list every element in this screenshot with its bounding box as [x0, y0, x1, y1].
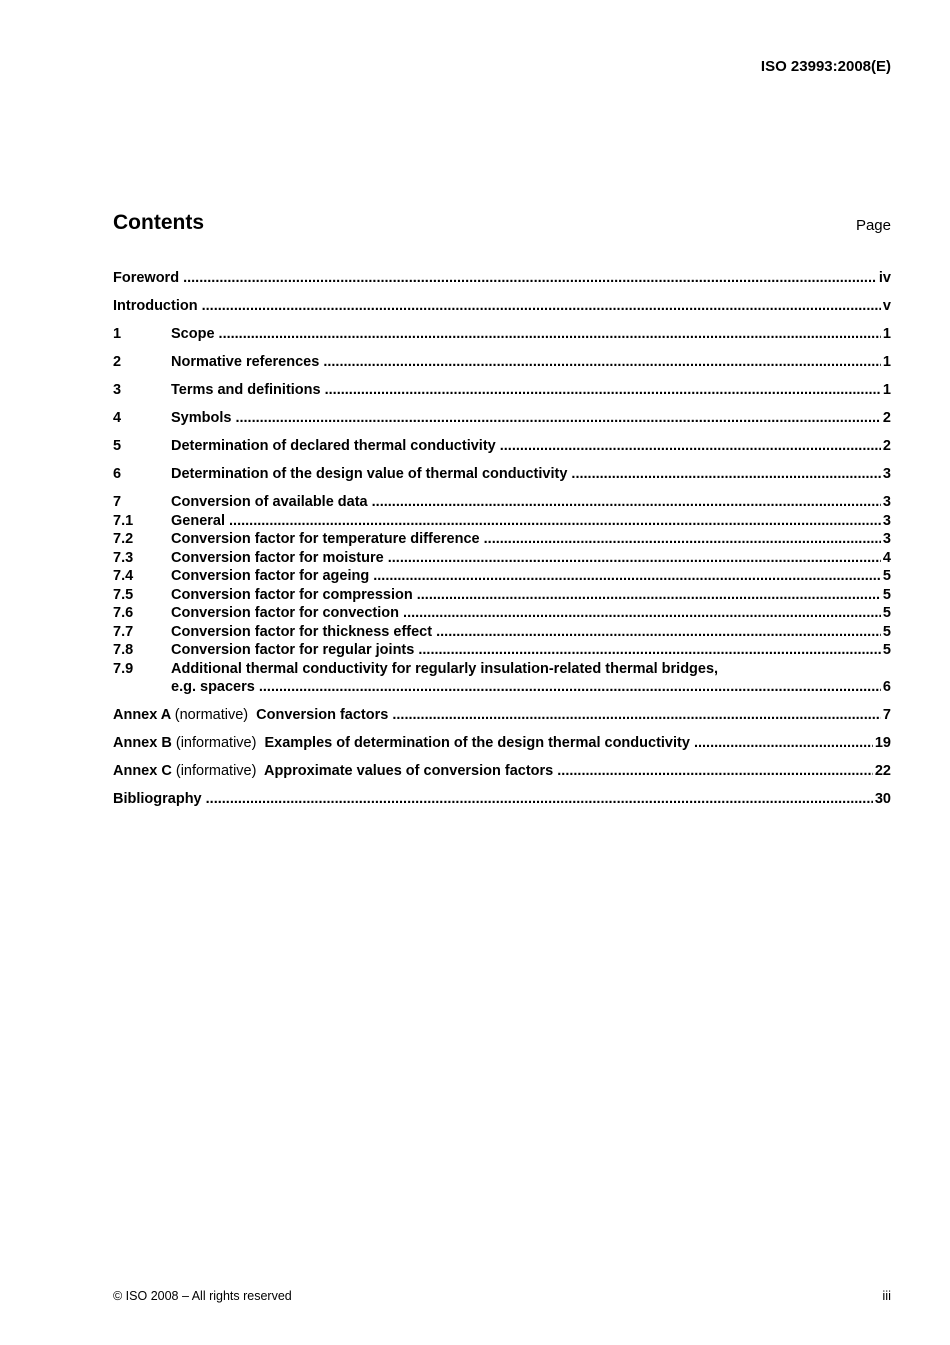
toc-entry-annex-b[interactable]	[113, 734, 891, 753]
toc-entry-page: 5	[882, 605, 891, 621]
toc-entry-page: 1	[882, 382, 891, 398]
toc-entry-annex-c[interactable]	[113, 762, 891, 781]
toc-entry-title	[113, 762, 873, 781]
toc-entry-page: 6	[882, 679, 891, 695]
toc-entry-number: 7.4	[113, 568, 134, 584]
annex-kind: (informative)	[175, 735, 257, 751]
toc-entry-title	[113, 734, 873, 753]
toc-entry-page: 7	[882, 707, 891, 723]
toc-entry-title: Terms and definitions .....	[171, 381, 881, 400]
toc-entry-number: 1	[113, 326, 122, 342]
toc-entry-title: Foreword .....	[113, 269, 877, 288]
toc-entry-title	[113, 706, 881, 725]
toc-entry-title: Scope .....	[171, 325, 881, 344]
toc-entry-page: 1	[882, 354, 891, 370]
document-id: ISO 23993:2008(E)	[760, 58, 891, 75]
annex-label: Annex B	[113, 735, 172, 751]
toc-entry-7-1[interactable]	[113, 512, 891, 531]
page-number: iii	[882, 1288, 891, 1303]
toc-entry-7-5[interactable]	[113, 586, 891, 605]
toc-entry-page: 4	[882, 549, 891, 566]
toc-entry-annex-a[interactable]	[113, 706, 891, 725]
toc-entry-7-4[interactable]	[113, 567, 891, 586]
toc-entry-foreword[interactable]	[113, 269, 891, 288]
toc-entry-page: 3	[882, 531, 891, 547]
annex-label: Annex C	[113, 763, 172, 779]
toc-entry-number: 7.6	[113, 605, 134, 621]
toc-entry-number: 3	[113, 382, 122, 398]
toc-entry-7-8[interactable]	[113, 641, 891, 660]
page-column-label: Page	[855, 217, 891, 234]
toc-entry-5[interactable]	[113, 437, 891, 456]
contents-header	[113, 211, 891, 241]
toc-entry-7-9-continued[interactable]	[113, 678, 891, 697]
toc-entry-title: Determination of declared thermal conductivity .....	[171, 437, 881, 456]
toc-entry-number: 7.5	[113, 586, 134, 603]
toc-entry-number: 2	[113, 354, 122, 370]
toc-entry-7[interactable]	[113, 493, 891, 512]
toc-entry-title: Conversion factor for thickness effect .....	[171, 623, 881, 642]
contents-title: Contents	[113, 211, 204, 234]
toc-entry-7-6[interactable]	[113, 604, 891, 623]
annex-title: Examples of determination of the design thermal conductivity	[264, 735, 690, 751]
toc-entry-4[interactable]	[113, 409, 891, 428]
toc-entry-page: 5	[882, 642, 891, 658]
toc-entry-title-line2: e.g. spacers .....	[171, 678, 881, 697]
toc-entry-page: 2	[882, 410, 891, 426]
toc-entry-title: Conversion factor for convection .....	[171, 604, 881, 623]
toc-entry-page: v	[882, 298, 891, 314]
toc-entry-7-7[interactable]	[113, 623, 891, 642]
toc-entry-title: Symbols .....	[171, 409, 881, 428]
annex-kind: (normative)	[174, 707, 249, 723]
toc-entry-title: Bibliography .....	[113, 790, 873, 809]
toc-entry-7-3[interactable]	[113, 549, 891, 568]
toc-entry-page: 22	[874, 763, 891, 779]
toc-entry-number: 5	[113, 438, 122, 454]
toc-entry-6[interactable]	[113, 465, 891, 484]
annex-title: Conversion factors	[256, 707, 389, 723]
toc-entry-page: 2	[882, 438, 891, 454]
toc-entry-title: Conversion of available data .....	[171, 493, 881, 512]
toc-entry-number: 7.9	[113, 660, 134, 677]
toc-entry-title: Conversion factor for temperature difference .....	[171, 530, 881, 549]
toc-entry-7-9[interactable]	[113, 660, 891, 679]
toc-entry-number: 4	[113, 410, 122, 426]
toc-entry-title-line1: Additional thermal conductivity for regularly insulation-related thermal bridges,	[171, 660, 719, 677]
toc-entry-title: Normative references .....	[171, 353, 881, 372]
toc-entry-bibliography[interactable]	[113, 790, 891, 809]
copyright-notice: © ISO 2008 – All rights reserved	[113, 1289, 292, 1303]
toc-entry-page: 3	[882, 466, 891, 482]
annex-label: Annex A	[113, 707, 171, 723]
toc-entry-title: Conversion factor for moisture .....	[171, 549, 881, 568]
toc-entry-title: Introduction .....	[113, 297, 881, 316]
toc-entry-title: Determination of the design value of thermal conductivity .....	[171, 465, 881, 484]
toc-entry-7-2[interactable]	[113, 530, 891, 549]
toc-entry-page: 3	[882, 494, 891, 510]
toc-entry-title: General .....	[171, 512, 881, 531]
toc-entry-3[interactable]	[113, 381, 891, 400]
toc-entry-number: 7.8	[113, 642, 134, 658]
toc-entry-page: 5	[882, 623, 891, 640]
toc-entry-page: 1	[882, 326, 891, 342]
toc-entry-page: 19	[874, 735, 891, 751]
toc-entry-number: 7.2	[113, 531, 134, 547]
toc-entry-number: 7.1	[113, 512, 134, 529]
toc-entry-page: 30	[874, 791, 891, 807]
toc-entry-page: 5	[882, 586, 891, 603]
toc-entry-number: 7.7	[113, 623, 134, 640]
toc-entry-number: 7	[113, 494, 122, 510]
toc-entry-number: 6	[113, 466, 122, 482]
toc-entry-title: Conversion factor for compression .....	[171, 586, 881, 605]
toc-entry-page: 5	[882, 568, 891, 584]
toc-entry-introduction[interactable]	[113, 297, 891, 316]
toc-entry-title: Conversion factor for regular joints .....	[171, 641, 881, 660]
toc-entry-page: iv	[878, 270, 891, 286]
toc-entry-2[interactable]	[113, 353, 891, 372]
toc-entry-number: 7.3	[113, 549, 134, 566]
toc-entry-1[interactable]	[113, 325, 891, 344]
toc-entry-page: 3	[882, 512, 891, 529]
table-of-contents	[113, 269, 891, 809]
annex-title: Approximate values of conversion factors	[263, 763, 554, 779]
annex-kind: (informative)	[175, 763, 257, 779]
toc-entry-title: Conversion factor for ageing .....	[171, 567, 881, 586]
